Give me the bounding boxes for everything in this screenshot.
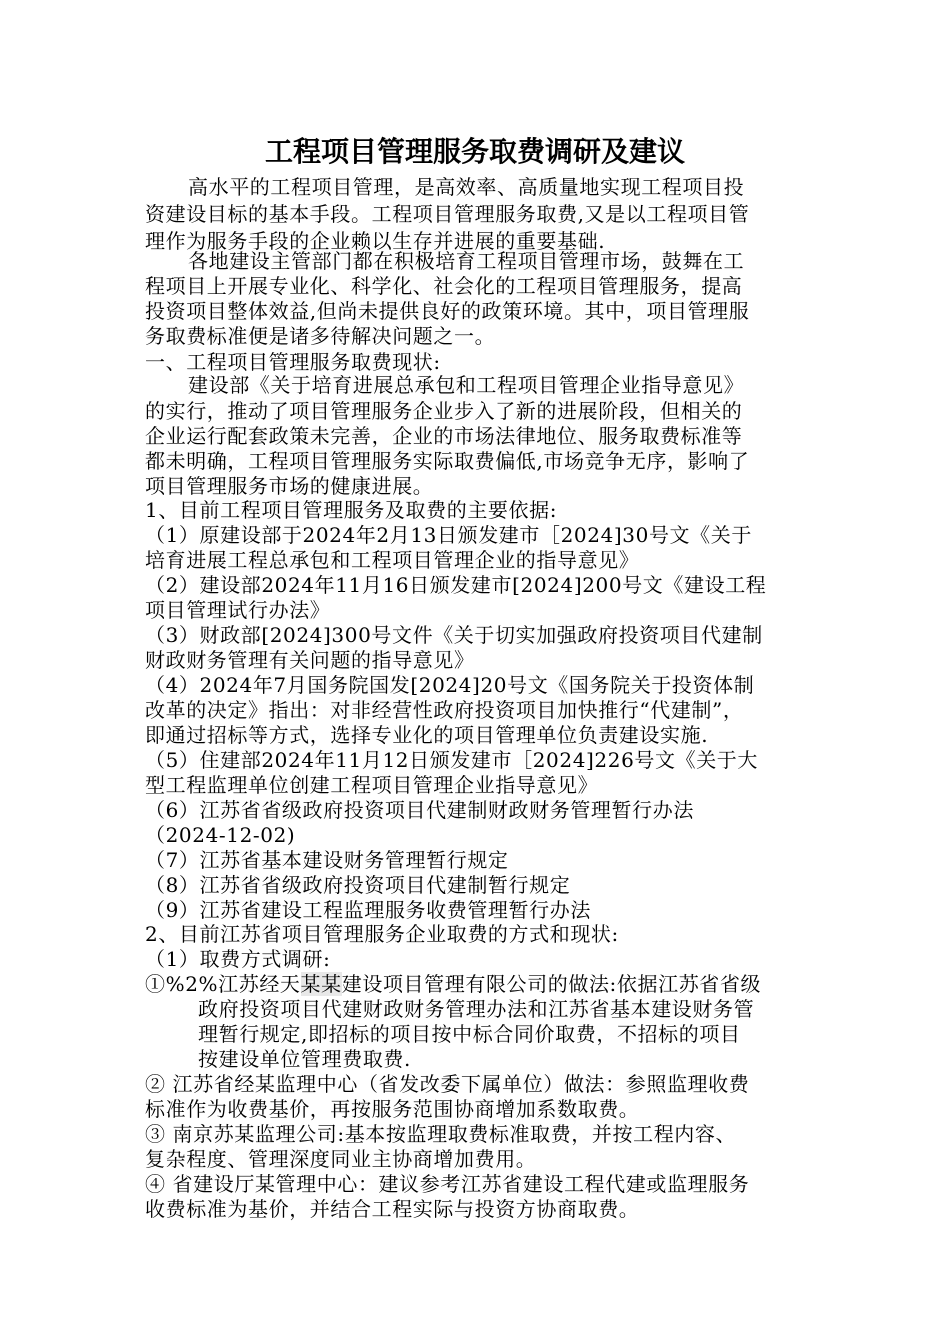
list-item-continuation: 理暂行规定,即招标的项目按中标合同价取费，不招标的项目 xyxy=(198,1022,741,1046)
list-item: （6）江苏省省级政府投资项目代建制财政财务管理暂行办法 xyxy=(145,798,694,822)
document-title: 工程项目管理服务取费调研及建议 xyxy=(264,135,685,168)
list-item: 收费标准为基价，并结合工程实际与投资方协商取费。 xyxy=(145,1197,640,1221)
list-item: 标准作为收费基价，再按服务范围协商增加系数取费。 xyxy=(145,1097,640,1121)
list-item: ② 江苏省经某监理中心（省发改委下属单位）做法：参照监理收费 xyxy=(145,1072,750,1096)
list-item: ④ 省建设厅某管理中心：建议参考江苏省建设工程代建或监理服务 xyxy=(145,1172,750,1196)
list-item: （9）江苏省建设工程监理服务收费管理暂行办法 xyxy=(145,898,591,922)
paragraph-line: 都未明确，工程项目管理服务实际取费偏低,市场竞争无序，影响了 xyxy=(145,449,750,473)
paragraph-line: 务取费标准便是诸多待解决问题之一。 xyxy=(145,324,496,348)
list-item: 即通过招标等方式，选择专业化的项目管理单位负责建设实施. xyxy=(145,723,709,747)
list-item: 项目管理试行办法》 xyxy=(145,598,331,622)
list-item: 财政财务管理有关问题的指导意见》 xyxy=(145,648,475,672)
list-item: 型工程监理单位创建工程项目管理企业指导意见》 xyxy=(145,773,599,797)
highlighted-text: 某某 xyxy=(300,972,342,996)
paragraph-line: 项目管理服务市场的健康进展。 xyxy=(145,474,434,498)
list-item: （5）住建部2024年11月12日颁发建市［2024]226号文《关于大 xyxy=(145,748,758,772)
list-item: （7）江苏省基本建设财务管理暂行规定 xyxy=(145,848,509,872)
paragraph-line: 各地建设主管部门都在积极培育工程项目管理市场，鼓舞在工 xyxy=(188,249,745,273)
list-item: （1）原建设部于2024年2月13日颁发建市［2024]30号文《关于 xyxy=(145,523,752,547)
paragraph-line: 程项目上开展专业化、科学化、社会化的工程项目管理服务，提高 xyxy=(145,274,743,298)
list-item: （2）建设部2024年11月16日颁发建市[2024]200号文《建设工程 xyxy=(145,573,767,597)
list-item: 改革的决定》指出：对非经营性政府投资项目加快推行“代建制”， xyxy=(145,698,744,722)
paragraph-line: 的实行，推动了项目管理服务企业步入了新的进展阶段，但相关的 xyxy=(145,399,743,423)
list-item-continuation: 按建设单位管理费取费. xyxy=(198,1047,411,1071)
paragraph-line: 资建设目标的基本手段。工程项目管理服务取费,又是以工程项目管 xyxy=(145,202,750,226)
list-item: （2024-12-02) xyxy=(145,823,296,847)
list-item xyxy=(145,971,761,997)
list-item: 复杂程度、管理深度同业主协商增加费用。 xyxy=(145,1147,537,1171)
list-item-text: 建设项目管理有限公司的做法:依据江苏省省级 xyxy=(341,972,762,996)
paragraph-line: 建设部《关于培育进展总承包和工程项目管理企业指导意见》 xyxy=(188,373,745,397)
paragraph-line: 企业运行配套政策未完善，企业的市场法律地位、服务取费标准等 xyxy=(145,424,743,448)
subsection-heading: 1、目前工程项目管理服务及取费的主要依据: xyxy=(145,498,558,522)
list-item-prefix: ①%2%江苏经天 xyxy=(145,972,301,996)
section-heading: 一、工程项目管理服务取费现状: xyxy=(145,350,441,374)
list-item: （3）财政部[2024]300号文件《关于切实加强政府投资项目代建制 xyxy=(145,623,763,647)
list-item: （8）江苏省省级政府投资项目代建制暂行规定 xyxy=(145,873,571,897)
list-item: ③ 南京苏某监理公司:基本按监理取费标准取费，并按工程内容、 xyxy=(145,1122,737,1146)
list-item: 培育进展工程总承包和工程项目管理企业的指导意见》 xyxy=(145,548,640,572)
list-item-continuation: 政府投资项目代建财政财务管理办法和江苏省基本建设财务管 xyxy=(198,997,755,1021)
subsection-heading: 2、目前江苏省项目管理服务企业取费的方式和现状: xyxy=(145,922,619,946)
paragraph-line: 理作为服务手段的企业赖以生存并进展的重要基础. xyxy=(145,229,606,253)
list-item: （1）取费方式调研: xyxy=(145,947,331,971)
paragraph-line: 高水平的工程项目管理，是高效率、高质量地实现工程项目投 xyxy=(188,175,745,199)
list-item: （4）2024年7月国务院国发[2024]20号文《国务院关于投资体制 xyxy=(145,673,755,697)
paragraph-line: 投资项目整体效益,但尚未提供良好的政策环境。其中，项目管理服 xyxy=(145,299,750,323)
